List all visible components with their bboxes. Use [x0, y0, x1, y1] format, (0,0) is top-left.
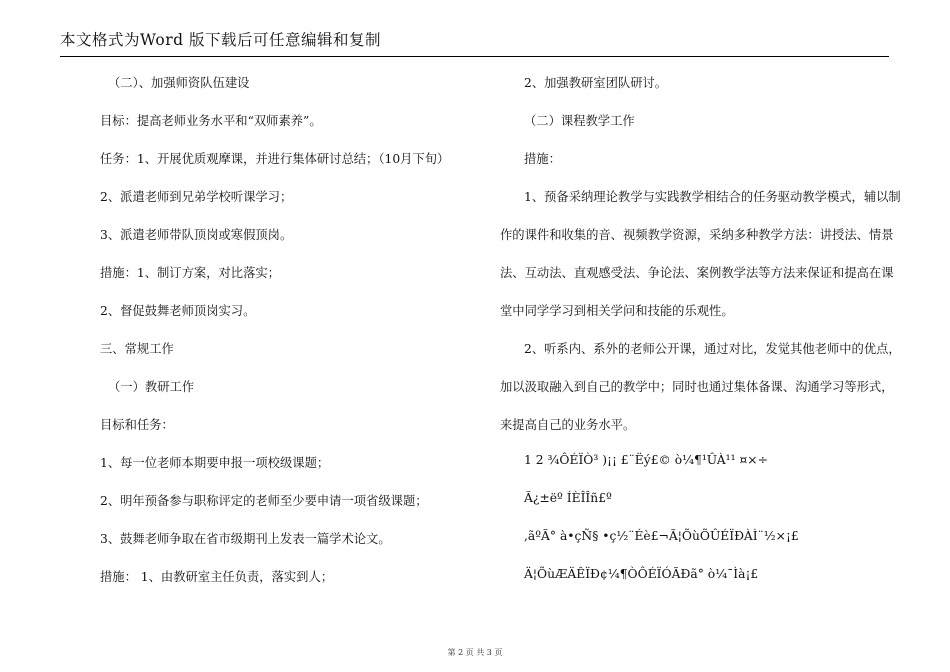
- right-line: 措施：: [524, 152, 561, 166]
- right-line: 堂中同学学习到相关学问和技能的乐观性。: [500, 304, 734, 318]
- right-line: 加以汲取融入到自己的教学中；同时也通过集体备课、沟通学习等形式，: [500, 380, 894, 394]
- left-line: 3、鼓舞老师争取在省市级期刊上发表一篇学术论文。: [100, 532, 391, 546]
- left-line: 2、督促鼓舞老师顶岗实习。: [100, 304, 256, 318]
- right-line: （二）课程教学工作: [524, 114, 635, 128]
- left-line: 2、明年预备参与职称评定的老师至少要申请一项省级课题；: [100, 494, 428, 508]
- document-header: 本文格式为Word 版下载后可任意编辑和复制: [60, 31, 381, 49]
- right-line: Ã¿±ëº ÍÈÎÎñ£º: [524, 491, 612, 505]
- right-line: 来提高自己的业务水平。: [500, 418, 636, 432]
- right-line: 1、预备采纳理论教学与实践教学相结合的任务驱动教学模式，辅以制: [524, 190, 901, 204]
- header-rule: [60, 56, 889, 57]
- right-line: 2、听系内、系外的老师公开课，通过对比，发觉其他老师中的优点，: [524, 342, 901, 356]
- right-line: 作的课件和收集的音、视频教学资源，采纳多种教学方法：讲授法、情景: [500, 228, 894, 242]
- right-line: 2、加强教研室团队研讨。: [524, 76, 668, 90]
- left-line: 目标：提高老师业务水平和“双师素养”。: [100, 114, 322, 128]
- left-line: 目标和任务：: [100, 418, 174, 432]
- left-line: （一）教研工作: [108, 380, 195, 394]
- left-line: 3、派遣老师带队顶岗或寒假顶岗。: [100, 228, 293, 242]
- left-line: 措施： 1、由教研室主任负责，落实到人；: [100, 570, 334, 584]
- left-line: 三、常规工作: [100, 342, 174, 356]
- left-line: 1、每一位老师本期要申报一项校级课题；: [100, 456, 330, 470]
- right-line: 法、互动法、直观感受法、争论法、案例教学法等方法来保证和提高在课: [500, 266, 894, 280]
- right-line: 1 2 ¾ÔÉÏÒ³ )¡¡ £¨Ëý£© ò¼¶¹ÛÀ¹¹ ¤×÷: [524, 453, 768, 467]
- right-line: Ä¦ÕùÆÄÊÏÐ¢¼¶ÒÔÉÏÓÃÐã° ò¼¯Ìà¡£: [524, 567, 759, 581]
- page-number: 第 2 页 共 3 页: [447, 648, 503, 657]
- left-line: （二）、加强师资队伍建设: [108, 76, 250, 90]
- left-line: 措施：1、制订方案，对比落实；: [100, 266, 280, 280]
- left-line: 2、派遣老师到兄弟学校听课学习；: [100, 190, 293, 204]
- left-line: 任务：1、开展优质观摩课，并进行集体研讨总结；（10月下旬）: [100, 152, 450, 166]
- right-line: ,ãºÃ° à•çÑ§ •ç½¨Éè£¬Ã¦ÕùÕÛÉÏÐÀÌ¨½×¡£: [524, 529, 799, 543]
